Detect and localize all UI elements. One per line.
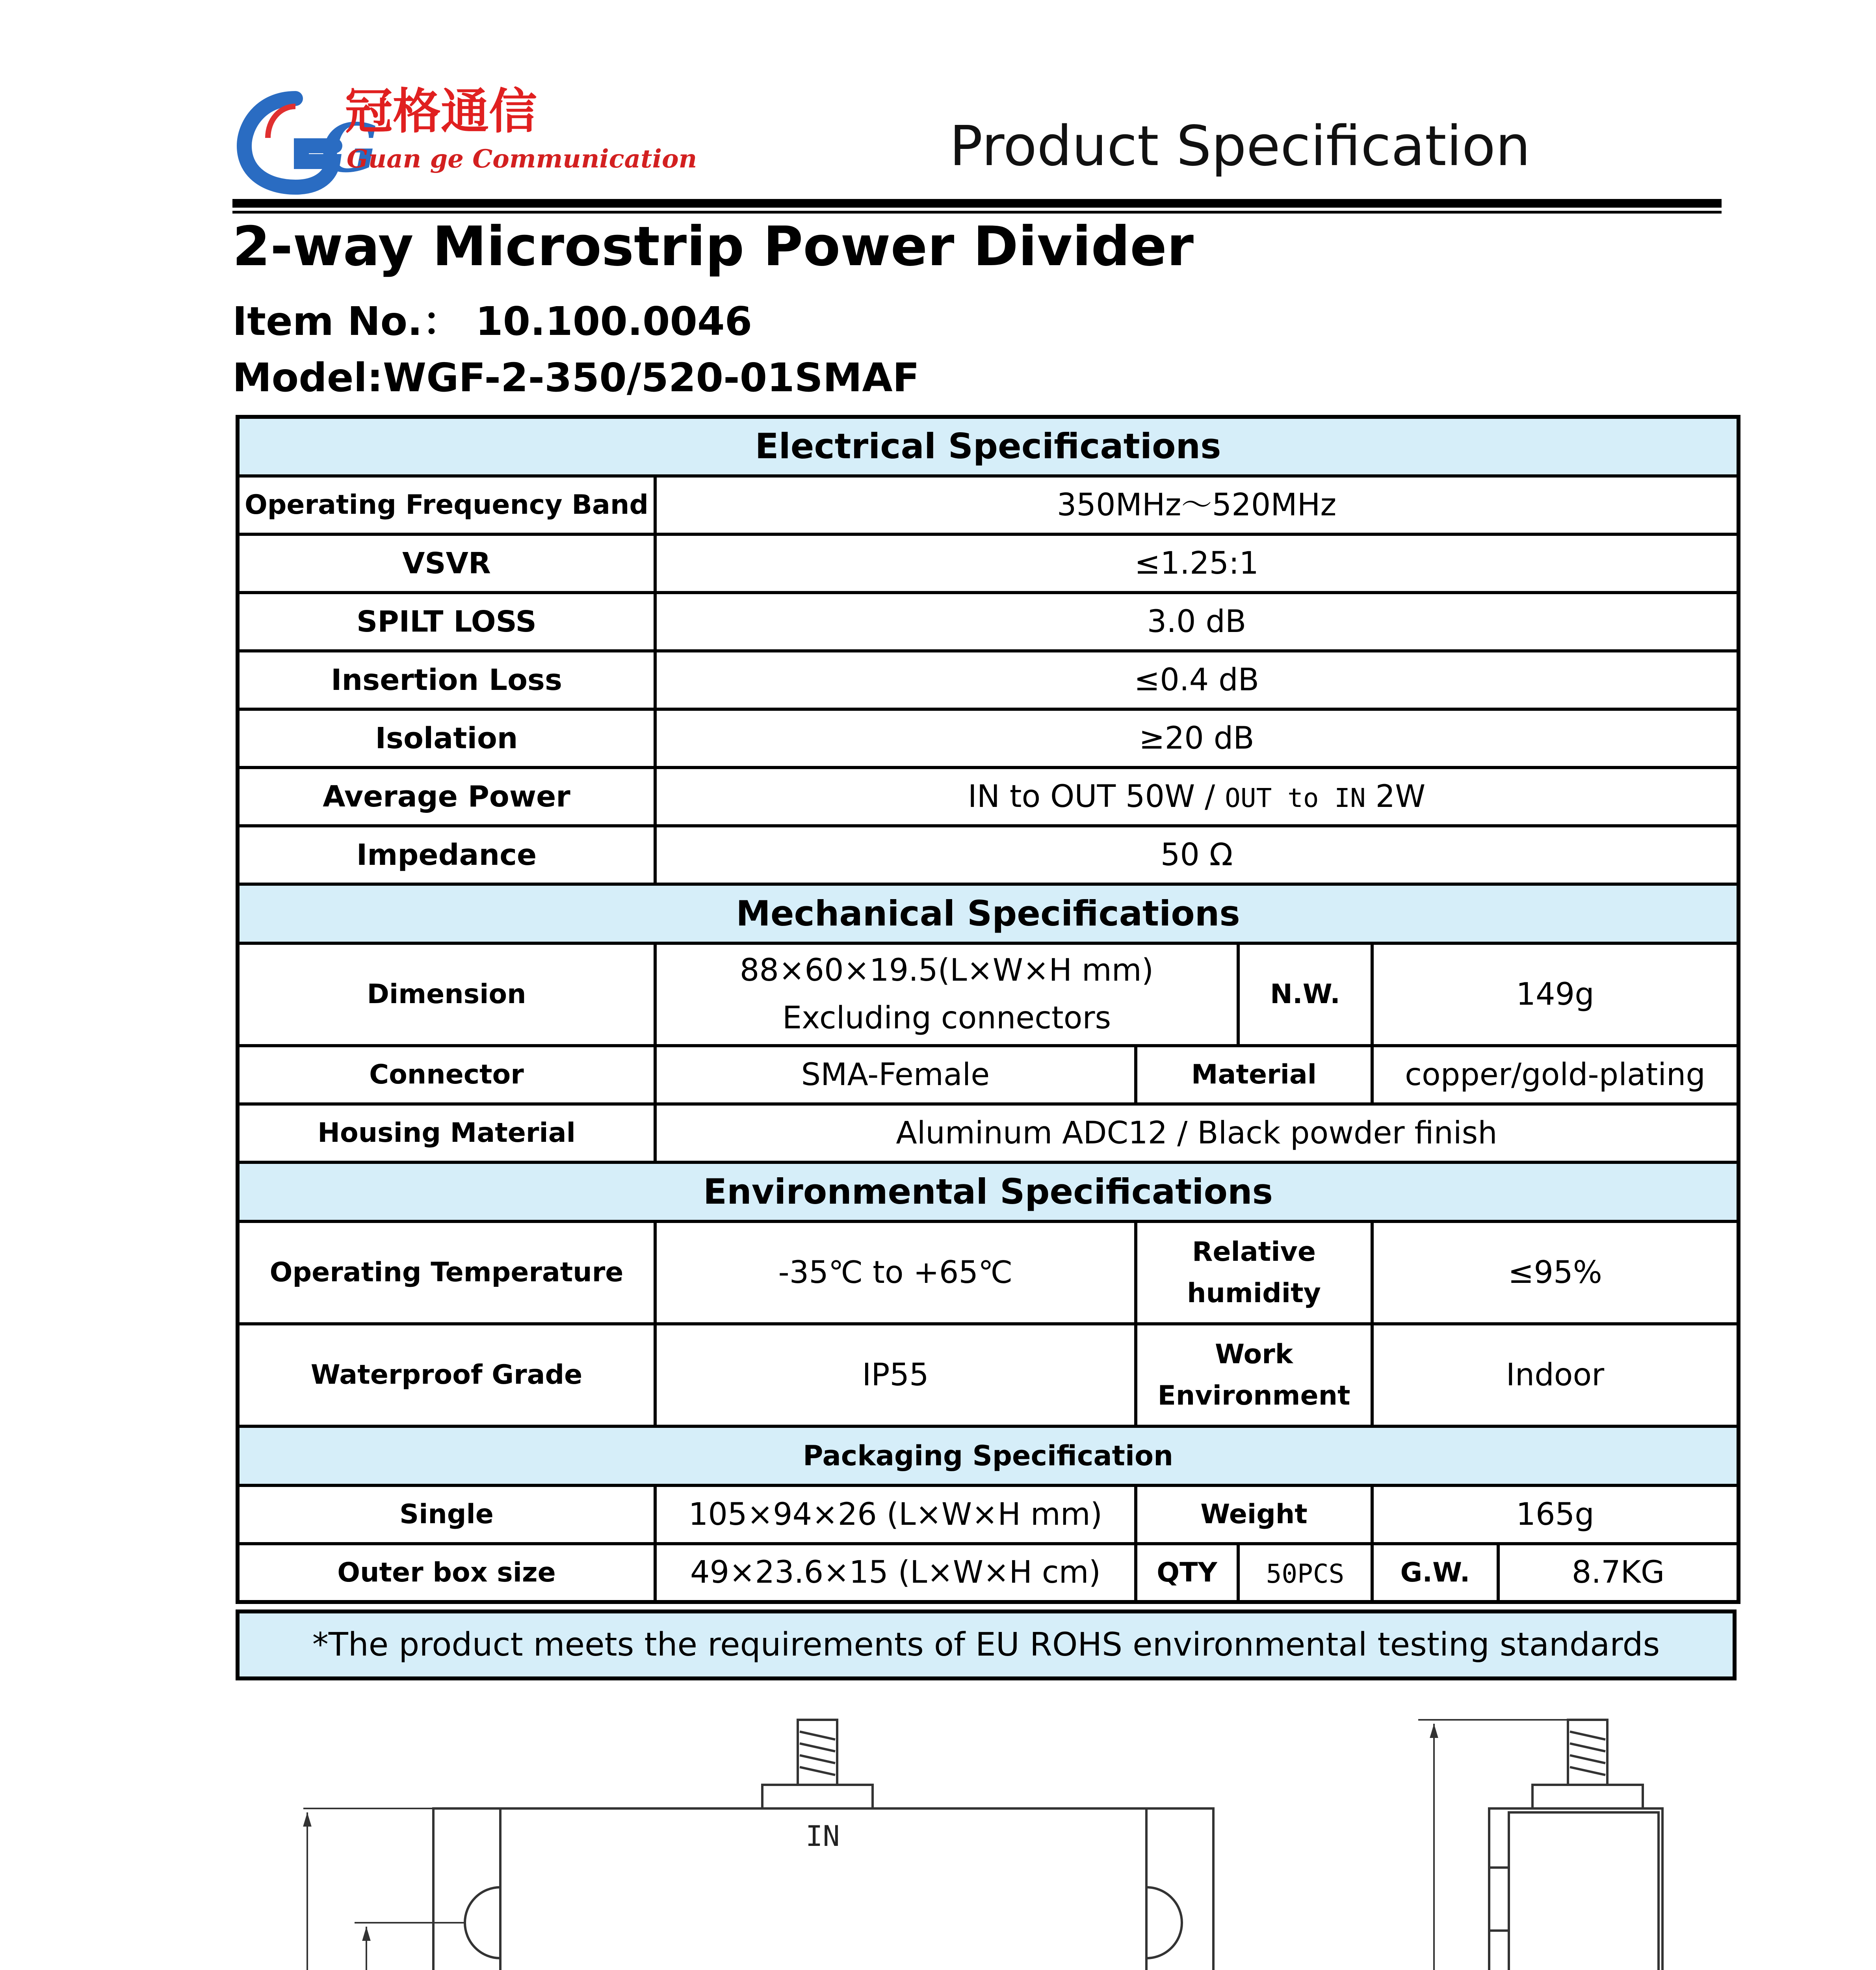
spec-label [1136, 1324, 1372, 1426]
document-title: Product Specification [949, 114, 1531, 178]
spec-value: 165g [1372, 1485, 1739, 1544]
model-number: Model:WGF-2-350/520-01SMAF [232, 355, 919, 401]
spec-value: ≥20 dB [655, 709, 1739, 768]
rohs-note: *The product meets the requirements of EU ROHS environmental testing standards [236, 1609, 1737, 1680]
dimension-value [655, 943, 1238, 1046]
environmental-section-header [238, 1162, 1739, 1221]
specification-table [236, 415, 1740, 1604]
spec-value: 50 Ω [655, 826, 1739, 884]
spec-value: -35℃ to +65℃ [655, 1221, 1136, 1324]
table-row [238, 1544, 1739, 1602]
table-row [238, 709, 1739, 768]
packaging-section-header [238, 1426, 1739, 1485]
table-row [238, 768, 1739, 826]
product-name: 2-way Microstrip Power Divider [232, 215, 1194, 278]
spec-label: Operating Temperature [238, 1221, 655, 1324]
spec-value: SMA-Female [655, 1046, 1136, 1104]
header-rule-thin [232, 211, 1722, 214]
front-view-dimensions [303, 1808, 1265, 1970]
technical-drawing [0, 1694, 1876, 1970]
item-number: 10.100.0046 [476, 298, 752, 344]
spec-label: QTY [1136, 1544, 1238, 1602]
electrical-heading: Electrical Specifications [238, 417, 1739, 476]
spec-value: ≤0.4 dB [655, 651, 1739, 709]
spec-value: Aluminum ADC12 / Black powder finish [655, 1104, 1739, 1162]
spec-value [655, 768, 1739, 826]
header-rule [232, 199, 1722, 208]
power-direction-mono: OUT to IN [1225, 782, 1366, 813]
spec-value: ≤1.25:1 [655, 534, 1739, 593]
spec-label: N.W. [1238, 943, 1372, 1046]
spec-label: Material [1136, 1046, 1372, 1104]
table-row [238, 534, 1739, 593]
spec-value: Indoor [1372, 1324, 1739, 1426]
power-in-to-out: IN to OUT 50W / [968, 779, 1225, 814]
company-logo [236, 83, 697, 193]
logo-brand-cn: 冠格通信 [345, 83, 537, 139]
table-row [238, 476, 1739, 534]
work-label-line-1: Work [1215, 1338, 1293, 1370]
table-row [238, 1046, 1739, 1104]
spec-label: Average Power [238, 768, 655, 826]
spec-label: Housing Material [238, 1104, 655, 1162]
qty-value: 50PCS [1266, 1559, 1345, 1589]
dimension-line-2: Excluding connectors [782, 1000, 1111, 1036]
table-row [238, 1104, 1739, 1162]
spec-value: IP55 [655, 1324, 1136, 1426]
spec-label: Insertion Loss [238, 651, 655, 709]
table-row [238, 943, 1739, 1046]
side-top-flange [1532, 1785, 1643, 1808]
side-body [1489, 1808, 1662, 1970]
spec-label: Outer box size [238, 1544, 655, 1602]
spec-value: 149g [1372, 943, 1739, 1046]
packaging-heading: Packaging Specification [238, 1426, 1739, 1485]
spec-value: ≤95% [1372, 1221, 1739, 1324]
spec-label: G.W. [1372, 1544, 1498, 1602]
spec-label: Dimension [238, 943, 655, 1046]
spec-label: Weight [1136, 1485, 1372, 1544]
logo-initial: G [321, 109, 379, 188]
spec-label: VSVR [238, 534, 655, 593]
spec-value: 3.0 dB [655, 593, 1739, 651]
item-number-line [232, 290, 752, 346]
environmental-heading: Environmental Specifications [238, 1162, 1739, 1221]
item-number-label: Item No.： [232, 298, 462, 344]
spec-label: Waterproof Grade [238, 1324, 655, 1426]
dimension-line-1: 88×60×19.5(L×W×H mm) [739, 953, 1154, 989]
spec-value: 350MHz～520MHz [655, 476, 1739, 534]
spec-label: Connector [238, 1046, 655, 1104]
spec-value: 105×94×26 (L×W×H mm) [655, 1485, 1136, 1544]
table-row [238, 651, 1739, 709]
electrical-section-header [238, 417, 1739, 476]
spec-value: copper/gold-plating [1372, 1046, 1739, 1104]
table-row [238, 1221, 1739, 1324]
humidity-label-line-1: Relative [1192, 1236, 1316, 1267]
spec-value [1238, 1544, 1372, 1602]
table-row [238, 826, 1739, 884]
in-connector-flange [762, 1785, 873, 1808]
spec-label: SPILT LOSS [238, 593, 655, 651]
humidity-label-line-2: humidity [1187, 1278, 1321, 1309]
spec-label: Single [238, 1485, 655, 1544]
table-row [238, 1485, 1739, 1544]
table-row [238, 1324, 1739, 1426]
port-in-label: IN [806, 1819, 840, 1853]
spec-value: 8.7KG [1498, 1544, 1739, 1602]
table-row [238, 593, 1739, 651]
power-out-to-in: 2W [1365, 779, 1426, 814]
work-label-line-2: Environment [1157, 1380, 1350, 1411]
spec-label: Isolation [238, 709, 655, 768]
spec-label [1136, 1221, 1372, 1324]
logo-brand-en: Guan ge Communication [347, 144, 697, 174]
spec-value: 49×23.6×15 (L×W×H cm) [655, 1544, 1136, 1602]
mechanical-section-header [238, 884, 1739, 943]
spec-label: Operating Frequency Band [238, 476, 655, 534]
spec-label: Impedance [238, 826, 655, 884]
side-view [1489, 1720, 1662, 1970]
mechanical-heading: Mechanical Specifications [238, 884, 1739, 943]
